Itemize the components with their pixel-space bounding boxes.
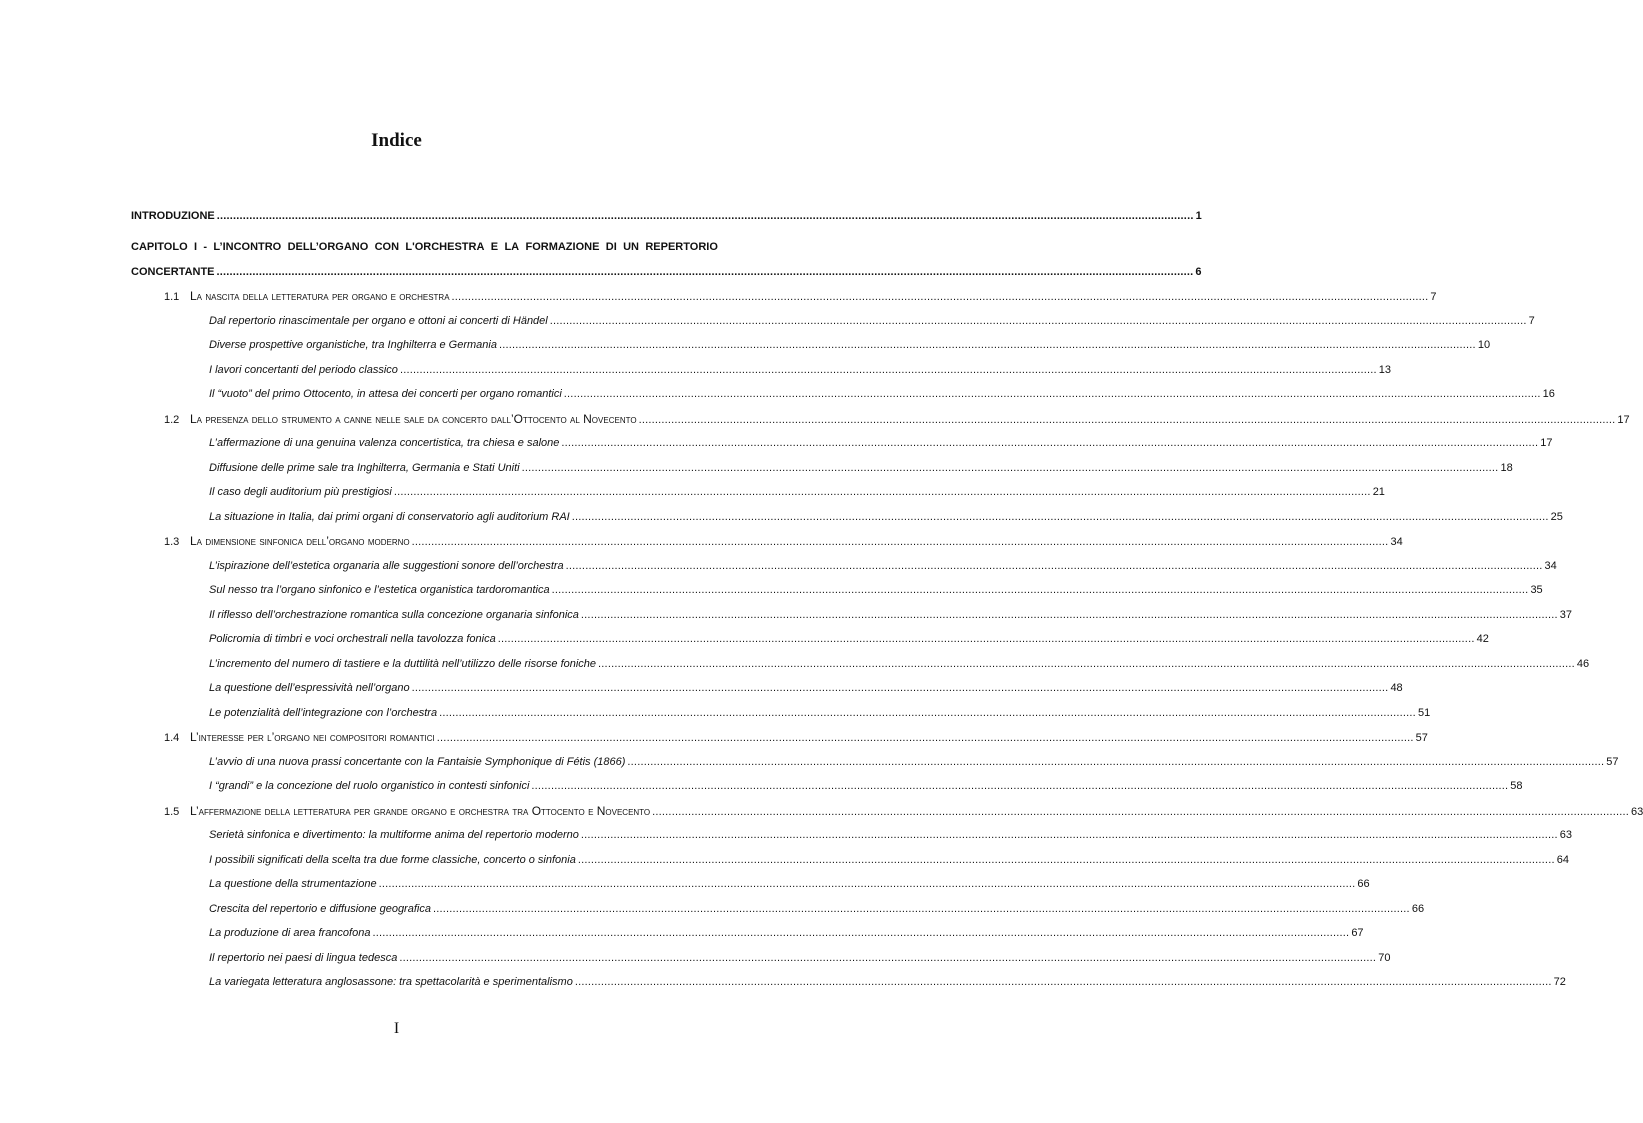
dot-leader: ............................................................................................................................................................................................................................................................................................................ — [580, 608, 1558, 621]
dot-leader: ............................................................................................................................................................................................................................................................................................................ — [436, 732, 1414, 744]
toc-entry-page: 1 — [1195, 210, 1202, 222]
toc-entry-title: L’avvio di una nuova prassi concertante con la Fantaisie Symphonique di Fétis (1866) — [209, 755, 626, 768]
toc-word: L’INCONTRO — [213, 241, 282, 253]
toc-entry-subsection[interactable] — [131, 946, 1391, 971]
toc-entry-title: La produzione di area francofona — [209, 927, 371, 939]
toc-entry-title: CONCERTANTE — [131, 266, 215, 278]
dot-leader: ............................................................................................................................................................................................................................................................................................................ — [563, 388, 1541, 400]
toc-entry-page: 42 — [1476, 633, 1489, 645]
toc-entry-title: Diffusione delle prime sale tra Inghilterra, Germania e Stati Uniti — [209, 461, 520, 474]
toc-entry-page: 57 — [1606, 755, 1619, 768]
toc-entry-title: L’interesse per l’organo nei compositori romantici — [190, 730, 435, 744]
toc-entry-section[interactable] — [131, 725, 1428, 750]
toc-entry-title: Dal repertorio rinascimentale per organo e ottoni ai concerti di Händel — [209, 314, 548, 327]
toc-word: CAPITOLO — [131, 241, 188, 253]
toc-entry-title: L’ispirazione dell’estetica organaria alle suggestioni sonore dell’orchestra — [209, 559, 564, 572]
toc-entry-chapter-1-line-2[interactable] — [131, 260, 1202, 284]
dot-leader: ............................................................................................................................................................................................................................................................................................................ — [399, 951, 1377, 964]
dot-leader: ............................................................................................................................................................................................................................................................................................................ — [393, 486, 1371, 498]
dot-leader: ............................................................................................................................................................................................................................................................................................................ — [551, 584, 1529, 596]
dot-leader: ............................................................................................................................................................................................................................................................................................................ — [497, 633, 1475, 645]
toc-sections — [131, 284, 1643, 995]
toc-entry-page: 16 — [1542, 388, 1555, 400]
toc-entry-page: 67 — [1351, 927, 1364, 939]
dot-leader: ............................................................................................................................................................................................................................................................................................................ — [574, 976, 1552, 988]
toc-entry-section[interactable] — [131, 407, 1630, 432]
toc-entry-subsection[interactable] — [131, 970, 1566, 995]
toc-entry-page: 21 — [1372, 486, 1385, 498]
toc-entry-subsection[interactable] — [131, 333, 1491, 358]
toc-entry-page: 37 — [1559, 608, 1573, 621]
toc-entry-title: L’incremento del numero di tastiere e la duttilità nell’utilizzo delle risorse foniche — [209, 657, 597, 670]
toc-entry-page: 46 — [1576, 657, 1590, 670]
dot-leader: ............................................................................................................................................................................................................................................................................................................ — [378, 878, 1356, 890]
toc-entry-page: 34 — [1390, 536, 1403, 548]
table-of-contents — [131, 204, 1643, 995]
toc-entry-page: 17 — [1617, 413, 1630, 426]
toc-entry-subsection[interactable] — [131, 774, 1523, 799]
toc-entry-title: Il “vuoto” del primo Ottocento, in attesa dei concerti per organo romantici — [209, 388, 562, 400]
toc-entry-title: La questione della strumentazione — [209, 878, 377, 890]
dot-leader: ............................................................................................................................................................................................................................................................................................................ — [577, 853, 1555, 866]
toc-entry-page: 57 — [1415, 732, 1428, 744]
toc-entry-subsection[interactable] — [131, 431, 1553, 456]
toc-entry-subsection[interactable] — [131, 701, 1431, 726]
toc-entry-title: I lavori concertanti del periodo classico — [209, 363, 398, 376]
toc-word: E — [490, 241, 499, 253]
dot-leader: ............................................................................................................................................................................................................................................................................................................ — [598, 657, 1575, 670]
toc-entry-title: I possibili significati della scelta tra due forme classiche, concerto o sinfonia — [209, 853, 576, 866]
toc-entry-subsection[interactable] — [131, 921, 1364, 946]
toc-entry-page: 34 — [1544, 559, 1557, 572]
toc-entry-page: 58 — [1510, 780, 1523, 792]
toc-entry-title: I “grandi” e la concezione del ruolo organistico in contesti sinfonici — [209, 780, 530, 792]
dot-leader: ............................................................................................................................................................................................................................................................................................................ — [565, 559, 1543, 572]
dot-leader: ............................................................................................................................................................................................................................................................................................................ — [432, 902, 1410, 915]
page-title: Indice — [371, 130, 422, 151]
toc-entry-title: Le potenzialità dell’integrazione con l’orchestra — [209, 706, 438, 719]
toc-word: L'ORCHESTRA — [405, 241, 485, 253]
toc-entry-page: 70 — [1378, 951, 1391, 964]
toc-entry-page: 51 — [1417, 706, 1431, 719]
toc-entry-subsection[interactable] — [131, 823, 1573, 848]
dot-leader: ............................................................................................................................................................................................................................................................................................................ — [561, 437, 1539, 449]
dot-leader: ............................................................................................................................................................................................................................................................................................................ — [411, 682, 1389, 694]
toc-word: UN — [623, 241, 639, 253]
dot-leader: ............................................................................................................................................................................................................................................................................................................ — [531, 780, 1509, 792]
dot-leader: ............................................................................................................................................................................................................................................................................................................ — [498, 339, 1476, 351]
toc-entry-page: 25 — [1550, 510, 1563, 523]
toc-section-number: 1.2 — [164, 413, 180, 426]
toc-entry-title: La presenza dello strumento a canne nelle sale da concerto dall’Ottocento al Novecento — [190, 411, 637, 426]
toc-section-number: 1.3 — [164, 536, 180, 548]
dot-leader: ............................................................................................................................................................................................................................................................................................................ — [571, 510, 1549, 523]
dot-leader: ............................................................................................................................................................................................................................................................................................................ — [451, 291, 1429, 303]
dot-leader: ............................................................................................................................................................................................................................................................................................................ — [638, 413, 1616, 426]
toc-entry-page: 17 — [1540, 437, 1553, 449]
toc-entry-subsection[interactable] — [131, 676, 1403, 701]
toc-entry-subsection[interactable] — [131, 309, 1535, 334]
toc-entry-introduction[interactable] — [131, 204, 1202, 228]
toc-entry-title: La questione dell’espressività nell’organo — [209, 682, 410, 694]
toc-entry-page: 35 — [1530, 584, 1543, 596]
toc-entry-subsection[interactable] — [131, 480, 1385, 505]
toc-entry-page: 13 — [1378, 363, 1392, 376]
toc-entry-title: La variegata letteratura anglosassone: tra spettacolarità e sperimentalismo — [209, 976, 573, 988]
toc-entry-page: 63 — [1631, 805, 1643, 818]
toc-word: - — [203, 241, 208, 253]
toc-entry-subsection[interactable] — [131, 603, 1573, 628]
toc-entry-title: Crescita del repertorio e diffusione geografica — [209, 902, 431, 915]
dot-leader: ............................................................................................................................................................................................................................................................................................................ — [216, 210, 1194, 222]
toc-entry-subsection[interactable] — [131, 554, 1557, 579]
toc-entry-page: 7 — [1528, 314, 1535, 327]
toc-entry-section[interactable] — [131, 529, 1403, 554]
toc-entry-title: Policromia di timbri e voci orchestrali nella tavolozza fonica — [209, 633, 496, 645]
toc-word: DELL’ORGANO — [287, 241, 369, 253]
toc-entry-section[interactable] — [131, 284, 1437, 309]
toc-entry-title: L’affermazione di una genuina valenza concertistica, tra chiesa e salone — [209, 437, 560, 449]
toc-entry-subsection[interactable] — [131, 897, 1425, 922]
toc-entry-title: Diverse prospettive organistiche, tra Inghilterra e Germania — [209, 339, 497, 351]
dot-leader: ............................................................................................................................................................................................................................................................................................................ — [627, 755, 1605, 768]
toc-word: I — [193, 241, 198, 253]
toc-entry-title: Il repertorio nei paesi di lingua tedesca — [209, 951, 398, 964]
toc-section-number: 1.1 — [164, 291, 180, 303]
toc-entry-subsection[interactable] — [131, 382, 1555, 407]
toc-entry-title: Sul nesso tra l’organo sinfonico e l’estetica organistica tardoromantica — [209, 584, 550, 596]
toc-entry-title: Il caso degli auditorium più prestigiosi — [209, 486, 392, 498]
toc-word: FORMAZIONE — [525, 241, 600, 253]
toc-entry-subsection[interactable] — [131, 456, 1513, 481]
toc-entry-subsection[interactable] — [131, 652, 1590, 677]
toc-entry-subsection[interactable] — [131, 750, 1619, 775]
toc-entry-title: La situazione in Italia, dai primi organi di conservatorio agli auditorium RAI — [209, 510, 570, 523]
toc-entry-title: L’affermazione della letteratura per grande organo e orchestra tra Ottocento e Novecento — [190, 803, 651, 818]
toc-section-number: 1.4 — [164, 732, 180, 744]
toc-entry-section[interactable] — [131, 799, 1643, 824]
toc-word: LA — [504, 241, 520, 253]
toc-entry-page: 63 — [1559, 829, 1573, 841]
toc-entry-title: Il riflesso dell’orchestrazione romantica sulla concezione organaria sinfonica — [209, 608, 579, 621]
dot-leader: ............................................................................................................................................................................................................................................................................................................ — [580, 829, 1558, 841]
toc-entry-subsection[interactable] — [131, 848, 1569, 873]
toc-entry-chapter-1-line-1[interactable] — [131, 234, 718, 260]
page-number: I — [393, 1020, 400, 1037]
toc-word: CON — [374, 241, 400, 253]
toc-word: REPERTORIO — [645, 241, 718, 253]
toc-entry-page: 72 — [1553, 976, 1566, 988]
toc-entry-page: 10 — [1477, 339, 1491, 351]
dot-leader: ............................................................................................................................................................................................................................................................................................................ — [439, 706, 1416, 719]
toc-entry-subsection[interactable] — [131, 505, 1563, 530]
toc-entry-page: 66 — [1411, 902, 1425, 915]
toc-entry-title: Serietà sinfonica e divertimento: la multiforme anima del repertorio moderno — [209, 829, 579, 841]
toc-word: DI — [605, 241, 617, 253]
dot-leader: ............................................................................................................................................................................................................................................................................................................ — [549, 314, 1527, 327]
toc-entry-subsection[interactable] — [131, 578, 1543, 603]
dot-leader: ............................................................................................................................................................................................................................................................................................................ — [521, 461, 1499, 474]
toc-entry-page: 48 — [1390, 682, 1403, 694]
toc-entry-page: 6 — [1195, 266, 1202, 278]
toc-entry-page: 7 — [1430, 291, 1437, 303]
dot-leader: ............................................................................................................................................................................................................................................................................................................ — [372, 927, 1350, 939]
dot-leader: ............................................................................................................................................................................................................................................................................................................ — [399, 363, 1377, 376]
toc-entry-subsection[interactable] — [131, 627, 1489, 652]
toc-entry-page: 66 — [1357, 878, 1370, 890]
toc-entry-title: La nascita della letteratura per organo e orchestra — [190, 289, 450, 303]
toc-entry-page: 18 — [1500, 461, 1513, 474]
toc-section-number: 1.5 — [164, 805, 180, 818]
toc-entry-page: 64 — [1556, 853, 1569, 866]
dot-leader: ............................................................................................................................................................................................................................................................................................................ — [411, 536, 1389, 548]
toc-entry-title: La dimensione sinfonica dell’organo moderno — [190, 534, 410, 548]
toc-entry-subsection[interactable] — [131, 358, 1392, 383]
toc-entry-title: INTRODUZIONE — [131, 210, 215, 222]
toc-entry-subsection[interactable] — [131, 872, 1370, 897]
dot-leader: ............................................................................................................................................................................................................................................................................................................ — [652, 805, 1630, 818]
dot-leader: ............................................................................................................................................................................................................................................................................................................ — [216, 266, 1194, 278]
